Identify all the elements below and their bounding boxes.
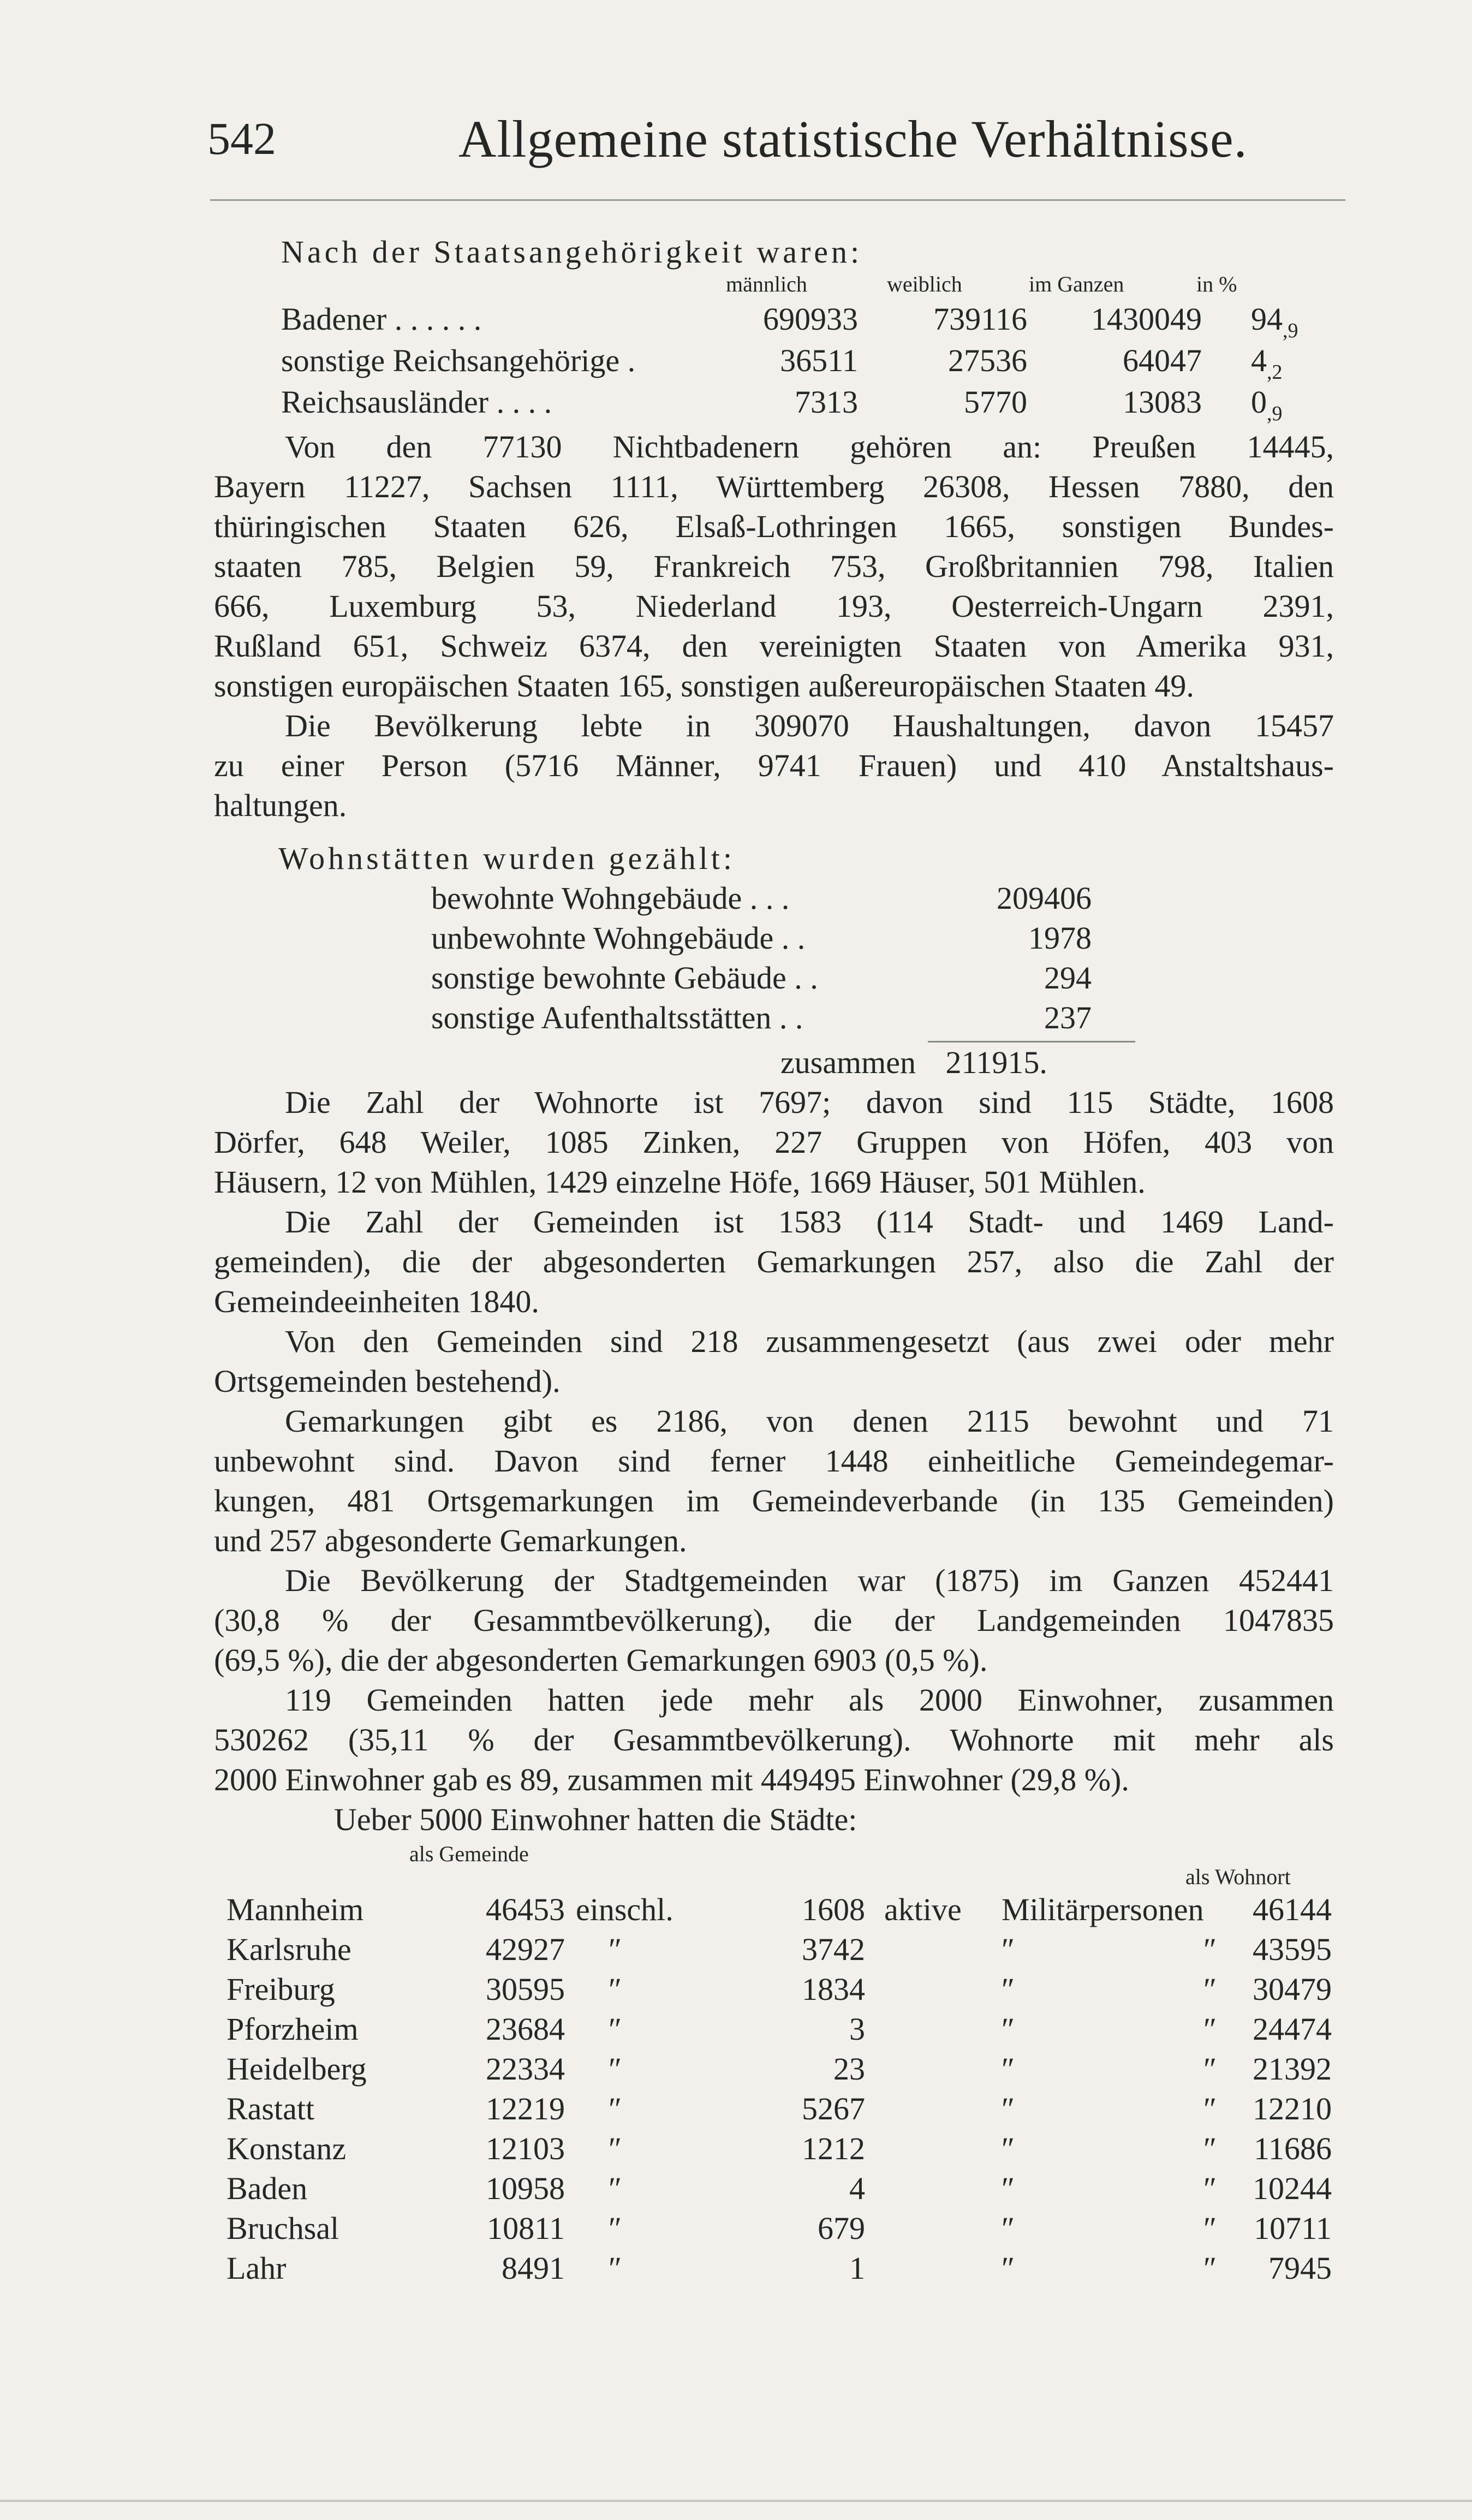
text-line: 2000 Einwohner gab es 89, zusammen mit 449495 Einwohner (29,8 %). bbox=[214, 1762, 1129, 1797]
text-line: 530262 (35,11 % der Gesammtbevölkerung). Wohnorte mit mehr als bbox=[214, 1722, 1334, 1758]
city-row bbox=[227, 2129, 1334, 2168]
percent-decimal: ,9 bbox=[1267, 402, 1283, 425]
ditto-mark: ″ bbox=[1002, 1971, 1015, 2007]
citizenship-intro: Nach der Staatsangehörigkeit waren: bbox=[281, 234, 863, 270]
percent-value bbox=[1251, 341, 1283, 384]
population-as-dwelling-place: 7945 bbox=[1268, 2250, 1332, 2286]
page-title: Allgemeine statistische Verhältnisse. bbox=[458, 110, 1248, 168]
ditto-mark: ″ bbox=[1203, 2091, 1217, 2126]
text-line: Ueber 5000 Einwohner hatten die Städte: bbox=[334, 1802, 857, 1837]
population-as-dwelling-place: 30479 bbox=[1253, 1971, 1332, 2007]
ditto-mark: ″ bbox=[609, 2091, 622, 2126]
dwelling-label: sonstige bewohnte Gebäude . . bbox=[431, 960, 818, 996]
text-line: unbewohnt sind. Davon sind ferner 1448 einheitliche Gemeindegemar- bbox=[214, 1443, 1334, 1479]
cities-table bbox=[227, 1890, 1334, 2288]
ditto-mark: ″ bbox=[609, 1932, 622, 1967]
column-header-percent: in % bbox=[1196, 272, 1237, 296]
dwelling-value: 294 bbox=[1044, 960, 1092, 996]
total-count: 13083 bbox=[1123, 384, 1202, 420]
population-as-dwelling-place: 11686 bbox=[1254, 2131, 1332, 2166]
cities-column-headers bbox=[214, 1839, 1334, 1890]
citizenship-row bbox=[214, 341, 1334, 382]
city-row bbox=[227, 1929, 1334, 1969]
dwelling-label: unbewohnte Wohngebäude . . bbox=[431, 920, 806, 956]
dwelling-row bbox=[431, 878, 1092, 918]
text-line: Dörfer, 648 Weiler, 1085 Zinken, 227 Gruppen von Höfen, 403 von bbox=[214, 1124, 1334, 1160]
text-line: sonstigen europäischen Staaten 165, sonstigen außereuropäischen Staaten 49. bbox=[214, 668, 1194, 704]
text-line: haltungen. bbox=[214, 788, 347, 823]
text-line: 666, Luxemburg 53, Niederland 193, Oesterreich-Ungarn 2391, bbox=[214, 588, 1334, 624]
city-name: Karlsruhe bbox=[227, 1932, 351, 1967]
population-as-municipality: 12219 bbox=[486, 2091, 565, 2126]
row-label: Badener . . . . . . bbox=[281, 301, 482, 337]
population-as-municipality: 42927 bbox=[486, 1932, 565, 1967]
population-as-dwelling-place: 10711 bbox=[1254, 2211, 1332, 2246]
row-label: Reichsausländer . . . . bbox=[281, 384, 552, 420]
citizenship-row bbox=[214, 299, 1334, 341]
ditto-mark: ″ bbox=[1203, 2131, 1217, 2166]
ditto-mark: ″ bbox=[609, 2171, 622, 2206]
dwellings-total bbox=[214, 1042, 1334, 1082]
city-name: Bruchsal bbox=[227, 2211, 339, 2246]
military-count: 5267 bbox=[802, 2091, 865, 2126]
including-label: einschl. bbox=[576, 1892, 674, 1927]
ditto-mark: ″ bbox=[609, 2211, 622, 2246]
city-row bbox=[227, 2009, 1334, 2049]
page-body bbox=[214, 232, 1334, 2288]
ditto-mark: ″ bbox=[609, 1971, 622, 2007]
percent-decimal: ,9 bbox=[1283, 319, 1298, 342]
ditto-mark: ″ bbox=[1203, 2011, 1217, 2047]
population-as-dwelling-place: 46144 bbox=[1253, 1892, 1332, 1927]
text-line: Die Zahl der Gemeinden ist 1583 (114 Stadt- und 1469 Land- bbox=[285, 1204, 1334, 1240]
text-line: zu einer Person (5716 Männer, 9741 Frauen) und 410 Anstaltshaus- bbox=[214, 748, 1334, 783]
military-count: 23 bbox=[833, 2051, 865, 2087]
ditto-mark: ″ bbox=[1002, 2171, 1015, 2206]
ditto-mark: ″ bbox=[1203, 2171, 1217, 2206]
dwelling-label: bewohnte Wohngebäude . . . bbox=[431, 880, 790, 916]
city-row bbox=[227, 2049, 1334, 2089]
column-header-total: im Ganzen bbox=[1029, 272, 1124, 296]
header-rule bbox=[210, 199, 1345, 201]
female-count: 739116 bbox=[933, 301, 1027, 337]
population-as-municipality: 23684 bbox=[486, 2011, 565, 2047]
city-row bbox=[227, 2168, 1334, 2208]
ditto-mark: ″ bbox=[1002, 2091, 1015, 2126]
percent-value bbox=[1251, 382, 1283, 425]
population-as-municipality: 10958 bbox=[486, 2171, 565, 2206]
ditto-mark: ″ bbox=[1002, 2211, 1015, 2246]
text-line: Ortsgemeinden bestehend). bbox=[214, 1363, 561, 1399]
military-persons-label: Militärpersonen bbox=[1002, 1892, 1204, 1927]
active-label: aktive bbox=[884, 1892, 962, 1927]
population-as-dwelling-place: 24474 bbox=[1253, 2011, 1332, 2047]
female-count: 27536 bbox=[948, 343, 1027, 378]
percent-integer: 94 bbox=[1251, 301, 1283, 337]
dwellings-intro: Wohnstätten wurden gezählt: bbox=[278, 841, 736, 876]
military-count: 3742 bbox=[802, 1932, 865, 1967]
city-name: Mannheim bbox=[227, 1892, 364, 1927]
ditto-mark: ″ bbox=[1203, 1932, 1217, 1967]
military-count: 1608 bbox=[802, 1892, 865, 1927]
ditto-mark: ″ bbox=[609, 2131, 622, 2166]
ditto-mark: ″ bbox=[1002, 2011, 1015, 2047]
military-count: 3 bbox=[849, 2011, 865, 2047]
female-count: 5770 bbox=[964, 384, 1027, 420]
city-row bbox=[227, 1890, 1334, 1929]
text-line: Die Zahl der Wohnorte ist 7697; davon sind 115 Städte, 1608 bbox=[285, 1085, 1334, 1120]
text-line: staaten 785, Belgien 59, Frankreich 753, Großbritannien 798, Italien bbox=[214, 549, 1334, 584]
dwelling-row bbox=[431, 958, 1092, 998]
column-header-male: männlich bbox=[726, 272, 807, 296]
population-as-dwelling-place: 43595 bbox=[1253, 1932, 1332, 1967]
ditto-mark: ″ bbox=[1002, 2051, 1015, 2087]
ditto-mark: ″ bbox=[1203, 2211, 1217, 2246]
military-count: 1 bbox=[849, 2250, 865, 2286]
total-value: 211915. bbox=[945, 1045, 1047, 1080]
male-count: 36511 bbox=[780, 343, 858, 378]
ditto-mark: ″ bbox=[1002, 1932, 1015, 1967]
military-count: 679 bbox=[818, 2211, 865, 2246]
text-line: (30,8 % der Gesammtbevölkerung), die der Landgemeinden 1047835 bbox=[214, 1602, 1334, 1638]
dwelling-value: 237 bbox=[1044, 1000, 1092, 1035]
text-line: Gemarkungen gibt es 2186, von denen 2115 bewohnt und 71 bbox=[285, 1403, 1334, 1439]
ditto-mark: ″ bbox=[609, 2011, 622, 2047]
dwellings-table bbox=[431, 878, 1092, 1038]
city-row bbox=[227, 2208, 1334, 2248]
city-name: Baden bbox=[227, 2171, 308, 2206]
city-name: Lahr bbox=[227, 2250, 287, 2286]
text-line: Von den Gemeinden sind 218 zusammengesetzt (aus zwei oder mehr bbox=[285, 1324, 1334, 1359]
male-count: 7313 bbox=[795, 384, 858, 420]
row-label: sonstige Reichsangehörige . bbox=[281, 343, 636, 378]
male-count: 690933 bbox=[763, 301, 858, 337]
percent-integer: 0 bbox=[1251, 384, 1267, 420]
dwelling-value: 1978 bbox=[1028, 920, 1092, 956]
ditto-mark: ″ bbox=[1203, 1971, 1217, 2007]
text-line: gemeinden), die der abgesonderten Gemarkungen 257, also die Zahl der bbox=[214, 1244, 1334, 1279]
ditto-mark: ″ bbox=[1002, 2131, 1015, 2166]
text-line: Gemeindeeinheiten 1840. bbox=[214, 1284, 539, 1319]
dwelling-value: 209406 bbox=[997, 880, 1092, 916]
ditto-mark: ″ bbox=[609, 2250, 622, 2286]
text-line: Von den 77130 Nichtbadenern gehören an: Preußen 14445, bbox=[285, 429, 1334, 464]
ditto-mark: ″ bbox=[1203, 2051, 1217, 2087]
military-count: 1834 bbox=[802, 1971, 865, 2007]
total-count: 1430049 bbox=[1091, 301, 1202, 337]
text-line: thüringischen Staaten 626, Elsaß-Lothringen 1665, sonstigen Bundes- bbox=[214, 509, 1334, 544]
total-label: zusammen bbox=[780, 1045, 916, 1080]
population-as-municipality: 22334 bbox=[486, 2051, 565, 2087]
percent-value bbox=[1251, 299, 1298, 342]
population-as-dwelling-place: 21392 bbox=[1253, 2051, 1332, 2087]
citizenship-row bbox=[214, 382, 1334, 424]
text-line: (69,5 %), die der abgesonderten Gemarkungen 6903 (0,5 %). bbox=[214, 1642, 988, 1678]
text-line: Die Bevölkerung der Stadtgemeinden war (1875) im Ganzen 452441 bbox=[285, 1563, 1334, 1598]
city-name: Heidelberg bbox=[227, 2051, 367, 2087]
dwelling-label: sonstige Aufenthaltsstätten . . bbox=[431, 1000, 803, 1035]
population-as-dwelling-place: 10244 bbox=[1253, 2171, 1332, 2206]
text-line: und 257 abgesonderte Gemarkungen. bbox=[214, 1523, 687, 1558]
total-count: 64047 bbox=[1123, 343, 1202, 378]
military-count: 4 bbox=[849, 2171, 865, 2206]
header-as-municipality: als Gemeinde bbox=[409, 1842, 529, 1866]
page-number: 542 bbox=[207, 114, 276, 164]
city-row bbox=[227, 1969, 1334, 2009]
city-name: Freiburg bbox=[227, 1971, 335, 2007]
percent-integer: 4 bbox=[1251, 343, 1267, 378]
text-line: Häusern, 12 von Mühlen, 1429 einzelne Höfe, 1669 Häuser, 501 Mühlen. bbox=[214, 1164, 1146, 1200]
city-name: Konstanz bbox=[227, 2131, 347, 2166]
population-as-municipality: 8491 bbox=[502, 2250, 565, 2286]
city-row bbox=[227, 2248, 1334, 2288]
ditto-mark: ″ bbox=[1203, 2250, 1217, 2286]
population-as-municipality: 10811 bbox=[487, 2211, 565, 2246]
population-as-municipality: 46453 bbox=[486, 1892, 565, 1927]
paragraph-nationalities bbox=[214, 427, 1334, 825]
text-line: kungen, 481 Ortsgemarkungen im Gemeindeverbande (in 135 Gemeinden) bbox=[214, 1483, 1334, 1518]
header-as-dwelling-place: als Wohnort bbox=[1185, 1864, 1291, 1889]
city-name: Rastatt bbox=[227, 2091, 315, 2126]
ditto-mark: ″ bbox=[609, 2051, 622, 2087]
population-as-municipality: 12103 bbox=[486, 2131, 565, 2166]
text-line: Die Bevölkerung lebte in 309070 Haushaltungen, davon 15457 bbox=[285, 708, 1334, 743]
text-line: 119 Gemeinden hatten jede mehr als 2000 Einwohner, zusammen bbox=[285, 1682, 1334, 1718]
population-as-dwelling-place: 12210 bbox=[1253, 2091, 1332, 2126]
paragraph-municipalities bbox=[214, 1082, 1334, 1839]
text-line: Rußland 651, Schweiz 6374, den vereinigten Staaten von Amerika 931, bbox=[214, 628, 1334, 664]
population-as-municipality: 30595 bbox=[486, 1971, 565, 2007]
column-header-female: weiblich bbox=[887, 272, 962, 296]
city-name: Pforzheim bbox=[227, 2011, 359, 2047]
city-row bbox=[227, 2089, 1334, 2129]
percent-decimal: ,2 bbox=[1267, 361, 1283, 384]
text-line: Bayern 11227, Sachsen 1111, Württemberg 26308, Hessen 7880, den bbox=[214, 469, 1334, 504]
dwelling-row bbox=[431, 918, 1092, 958]
page-edge bbox=[0, 2500, 1472, 2502]
ditto-mark: ″ bbox=[1002, 2250, 1015, 2286]
dwelling-row bbox=[431, 998, 1092, 1038]
military-count: 1212 bbox=[802, 2131, 865, 2166]
citizenship-table bbox=[214, 299, 1334, 424]
citizenship-column-headers bbox=[214, 272, 1334, 299]
